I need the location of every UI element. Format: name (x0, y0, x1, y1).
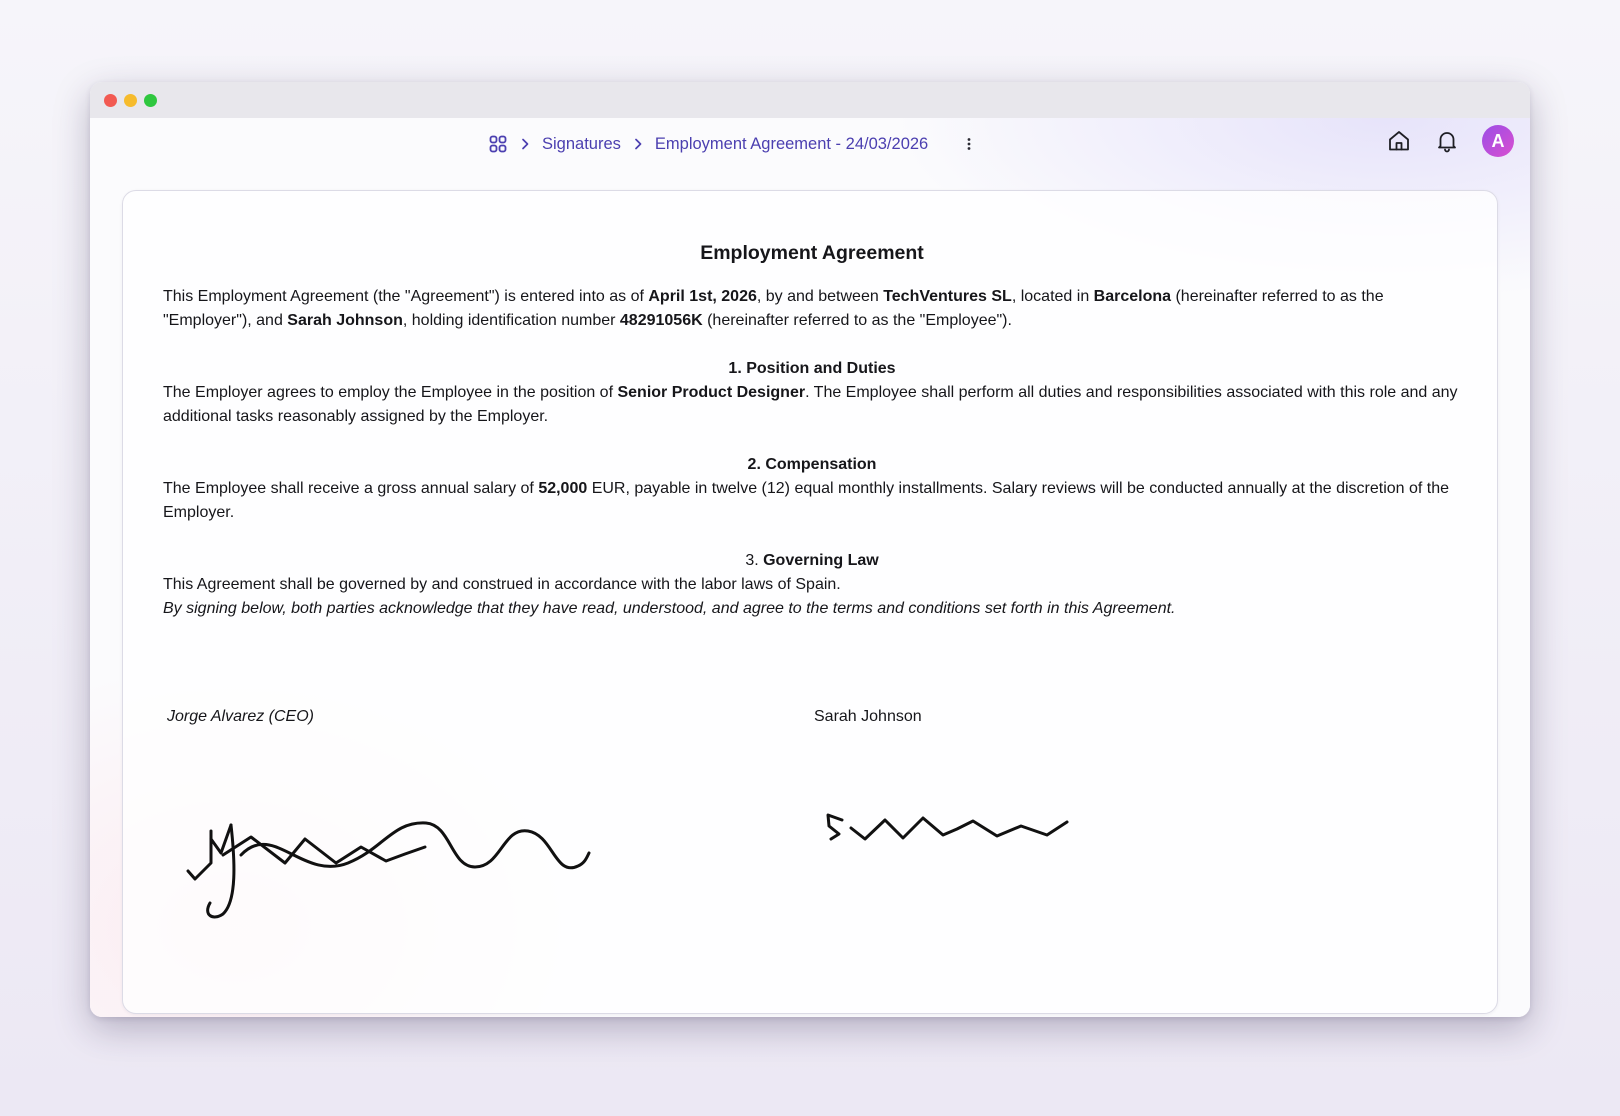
employee-signature-image (823, 811, 1093, 861)
maximize-window-button[interactable] (144, 94, 157, 107)
app-body (90, 118, 1530, 1017)
chevron-right-icon (518, 137, 532, 151)
section-heading-compensation: 2. Compensation (747, 456, 877, 473)
bell-icon[interactable] (1434, 128, 1460, 154)
avatar[interactable]: A (1482, 125, 1514, 157)
top-navigation (90, 118, 1530, 170)
more-options-icon[interactable] (960, 134, 978, 154)
intro-text: (hereinafter referred to as the "Employer"), and (163, 288, 1384, 329)
agreement-date: April 1st, 2026 (648, 288, 757, 305)
intro-text: (hereinafter referred to as the "Employee"). (702, 312, 1012, 329)
section-number: 3. (745, 552, 759, 569)
document-content (163, 241, 1461, 621)
minimize-window-button[interactable] (124, 94, 137, 107)
breadcrumb-signatures-link[interactable]: Signatures (542, 134, 621, 153)
home-icon[interactable] (1386, 128, 1412, 154)
section-heading-text: Governing Law (763, 552, 879, 569)
acknowledgement-statement: By signing below, both parties acknowledge that they have read, understood, and agree to the terms and conditions set forth in this Agreement. (163, 600, 1176, 617)
intro-text: , holding identification number (402, 312, 620, 329)
section-compensation-paragraph (163, 477, 1461, 525)
section-text: The Employer agrees to employ the Employee in the position of (163, 384, 618, 401)
chevron-right-icon (631, 137, 645, 151)
intro-paragraph (163, 285, 1461, 333)
section-heading-governing-law (163, 549, 1461, 573)
employer-city: Barcelona (1093, 288, 1172, 305)
apps-grid-icon[interactable] (488, 134, 508, 154)
employee-name: Sarah Johnson (287, 312, 403, 329)
section-text: The Employee shall receive a gross annual salary of (163, 480, 539, 497)
window-titlebar (90, 82, 1530, 118)
app-window (90, 82, 1530, 1017)
job-position: Senior Product Designer (617, 384, 806, 401)
section-position-paragraph (163, 381, 1461, 429)
breadcrumb (488, 130, 978, 158)
employer-signature-image (183, 811, 603, 921)
close-window-button[interactable] (104, 94, 117, 107)
top-nav-actions (1386, 125, 1514, 157)
employer-company: TechVentures SL (883, 288, 1012, 305)
intro-text: , located in (1011, 288, 1094, 305)
employee-id-number: 48291056K (619, 312, 703, 329)
employee-signer-name: Sarah Johnson (814, 708, 922, 725)
document-viewer (122, 190, 1498, 1014)
intro-text: , by and between (756, 288, 884, 305)
employer-signer-name: Jorge Alvarez (CEO) (167, 708, 314, 725)
section-text: EUR, payable in twelve (12) equal monthly installments. Salary reviews will be conducted annually at the discretion of the Employer. (163, 480, 1450, 521)
document-title: Employment Agreement (700, 242, 924, 264)
section-heading-position: 1. Position and Duties (728, 360, 896, 377)
breadcrumb-current-document[interactable]: Employment Agreement - 24/03/2026 (654, 134, 929, 153)
salary-amount: 52,000 (538, 480, 588, 497)
section-text: . The Employee shall perform all duties and responsibilities associated with this role and any additional tasks reasonably assigned by the Employer. (163, 384, 1458, 425)
section-governing-law-paragraph: This Agreement shall be governed by and construed in accordance with the labor laws of Spain. (163, 576, 841, 593)
intro-text: This Employment Agreement (the "Agreement") is entered into as of (163, 288, 649, 305)
